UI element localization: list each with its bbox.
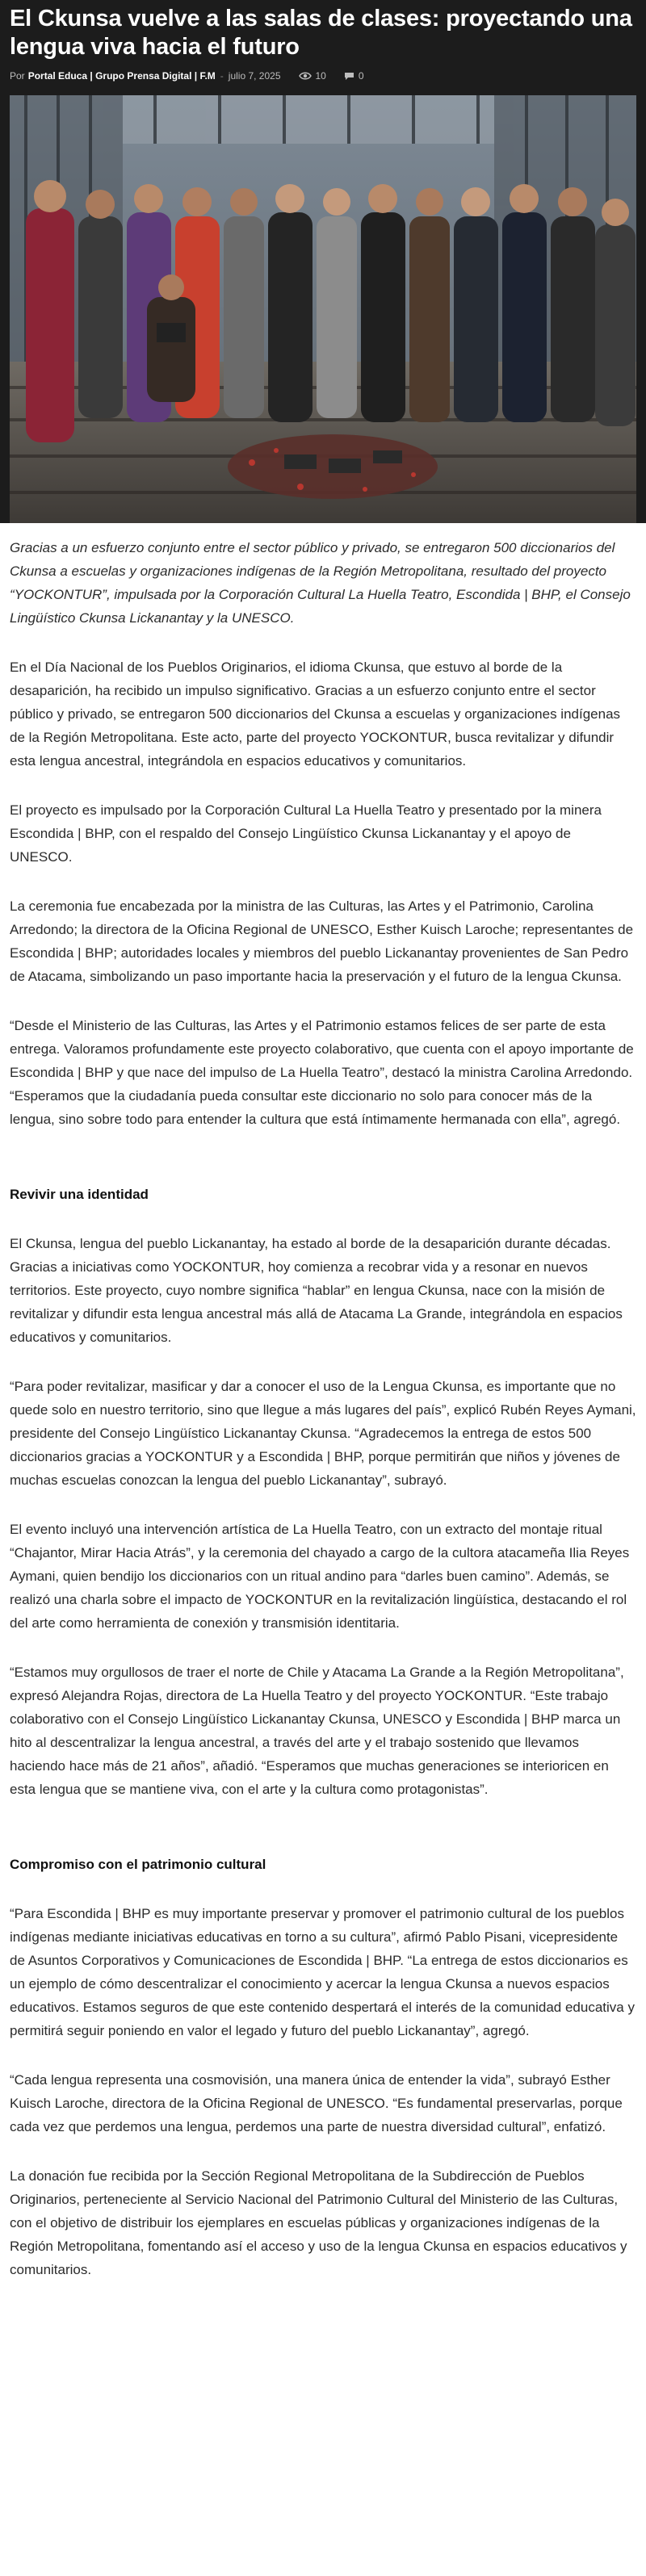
article-hero xyxy=(0,0,646,523)
comments-count[interactable] xyxy=(344,70,364,82)
section-heading-revivir: Revivir una identidad xyxy=(10,1187,149,1202)
eye-icon xyxy=(299,72,312,80)
article-featured-photo xyxy=(10,95,636,523)
meta-separator: - xyxy=(220,70,224,82)
paragraph-10: “Cada lengua representa una cosmovisión, una manera única de entender la vida”, subrayó Esther Kuisch Laroche, directora de la Oficina Regional de UNESCO. “Es fundamental preservarlas, porque cada vez que perdemos una lengua, perdemos una parte de nuestra diversidad cultural”, enfatizó. xyxy=(10,2072,623,2134)
views-count xyxy=(299,70,326,82)
paragraph-1: En el Día Nacional de los Pueblos Originarios, el idioma Ckunsa, que estuvo al borde de la desaparición, ha recibido un impulso significativo. Gracias a un esfuerzo conjunto entre el sector público y privado, se entregaron 500 diccionarios del Ckunsa a escuelas y organizaciones indígenas de la Región Metropolitana. Este acto, parte del proyecto YOCKONTUR, busca revitalizar y difundir esta lengua ancestral, integrándola en espacios educativos y comunitarios. xyxy=(10,660,621,769)
paragraph-2: El proyecto es impulsado por la Corporación Cultural La Huella Teatro y presentado por la minera Escondida | BHP, con el respaldo del Consejo Lingüístico Ckunsa Lickanantay y el apoyo de UNESCO. xyxy=(10,802,602,865)
paragraph-7: El evento incluyó una intervención artística de La Huella Teatro, con un extracto del montaje ritual “Chajantor, Mirar Hacia Atrás”, y la ceremonia del chayado a cargo de la cultora atacameña Ilia Reyes Aymani, quien bendijo los diccionarios con un ritual andino para “darles buen camino”. Además, se realizó una charla sobre el impacto de YOCKONTUR en la revitalización lingüística, destacando el rol del arte como herramienta de conexión y transmisión identitaria. xyxy=(10,1522,630,1631)
article-meta xyxy=(10,69,636,82)
byline-label: Por xyxy=(10,70,25,82)
paragraph-9: “Para Escondida | BHP es muy importante preservar y promover el patrimonio cultural de los pueblos indígenas mediante iniciativas educativas en torno a su cultura”, afirmó Pablo Pisani, vicepresidente de Asuntos Corporativos y Comunicaciones de Escondida | BHP. “La entrega de estos diccionarios es un ejemplo de cómo descentralizar el conocimiento y acercar la lengua Ckunsa a nuevos espacios educativos. Estamos seguros de que este contenido despertará el interés de la comunidad educativa y permitirá seguir poniendo en valor el legado y futuro del pueblo Lickanantay”, agregó. xyxy=(10,1906,635,2038)
article-body xyxy=(10,536,636,2307)
article-header xyxy=(0,0,646,82)
publish-date: julio 7, 2025 xyxy=(228,70,281,82)
article-title: El Ckunsa vuelve a las salas de clases: proyectando una lengua viva hacia el futuro xyxy=(10,6,632,60)
comment-icon xyxy=(344,72,354,81)
views-value: 10 xyxy=(315,70,326,82)
paragraph-8: “Estamos muy orgullosos de traer el norte de Chile y Atacama La Grande a la Región Metropolitana”, expresó Alejandra Rojas, directora de La Huella Teatro y del proyecto YOCKONTUR. “Este trabajo colaborativo con el Consejo Lingüístico Lickanantay Ckunsa, UNESCO y Escondida | BHP marca un hito al descentralizar la lengua ancestral, a través del arte y el trabajo sostenido que llevamos haciendo hace más de 21 años”, añadió. “Esperamos que muchas generaciones se interioricen en esta lengua que se mantiene viva, con el arte y la cultura como protagonistas”. xyxy=(10,1665,624,1797)
comments-value: 0 xyxy=(358,70,364,82)
author-link[interactable]: Portal Educa | Grupo Prensa Digital | F.M xyxy=(27,70,216,82)
section-heading-compromiso: Compromiso con el patrimonio cultural xyxy=(10,1857,266,1872)
paragraph-3: La ceremonia fue encabezada por la ministra de las Culturas, las Artes y el Patrimonio, Carolina Arredondo; la directora de la Oficina Regional de UNESCO, Esther Kuisch Laroche; representantes de Escondida | BHP; autoridades locales y miembros del pueblo Lickanantay provenientes de San Pedro de Atacama, simbolizando un paso importante hacia la preservación y el futuro de la lengua Ckunsa. xyxy=(10,898,634,984)
paragraph-6: “Para poder revitalizar, masificar y dar a conocer el uso de la Lengua Ckunsa, es importante que no quede solo en nuestro territorio, sino que llegue a más lugares del país”, explicó Rubén Reyes Aymani, presidente del Consejo Lingüístico Lickanantay Ckunsa. “Agradecemos la entrega de estos 500 diccionarios gracias a YOCKONTUR y a Escondida | BHP, porque permitirán que niños y jóvenes de muchas escuelas conozcan la lengua del pueblo Lickanantay”, subrayó. xyxy=(10,1379,636,1488)
paragraph-11: La donación fue recibida por la Sección Regional Metropolitana de la Subdirección de Pueblos Originarios, perteneciente al Servicio Nacional del Patrimonio Cultural del Ministerio de las Culturas, con el objetivo de distribuir los ejemplares en escuelas públicas y organizaciones indígenas de la Región Metropolitana, fomentando así el acceso y uso de la lengua Ckunsa en espacios educativos y comunitarios. xyxy=(10,2168,627,2277)
article-lead: Gracias a un esfuerzo conjunto entre el sector público y privado, se entregaron 500 diccionarios del Ckunsa a escuelas y organizaciones indígenas de la Región Metropolitana, resultado del proyecto “YOCKONTUR”, impulsada por la Corporación Cultural La Huella Teatro, Escondida | BHP, el Consejo Lingüístico Ckunsa Lickanantay y la UNESCO. xyxy=(10,540,631,626)
paragraph-4: “Desde el Ministerio de las Culturas, las Artes y el Patrimonio estamos felices de ser parte de esta entrega. Valoramos profundamente este proyecto colaborativo, que cuenta con el apoyo importante de Escondida | BHP y que nace del impulso de La Huella Teatro”, destacó la ministra Carolina Arredondo. “Esperamos que la ciudadanía pueda consultar este diccionario no solo para conocer más de la lengua, sino sobre todo para entender la cultura que está íntimamente hermanada con ella”, agregó. xyxy=(10,1018,634,1127)
paragraph-5: El Ckunsa, lengua del pueblo Lickanantay, ha estado al borde de la desaparición durante décadas. Gracias a iniciativas como YOCKONTUR, hoy comienza a recobrar vida y a resonar en nuevos territorios. Este proyecto, cuyo nombre significa “hablar” en lengua Ckunsa, nace con la misión de revitalizar y difundir esta lengua ancestral más allá de Atacama La Grande, integrándola en espacios educativos y comunitarios. xyxy=(10,1236,623,1345)
